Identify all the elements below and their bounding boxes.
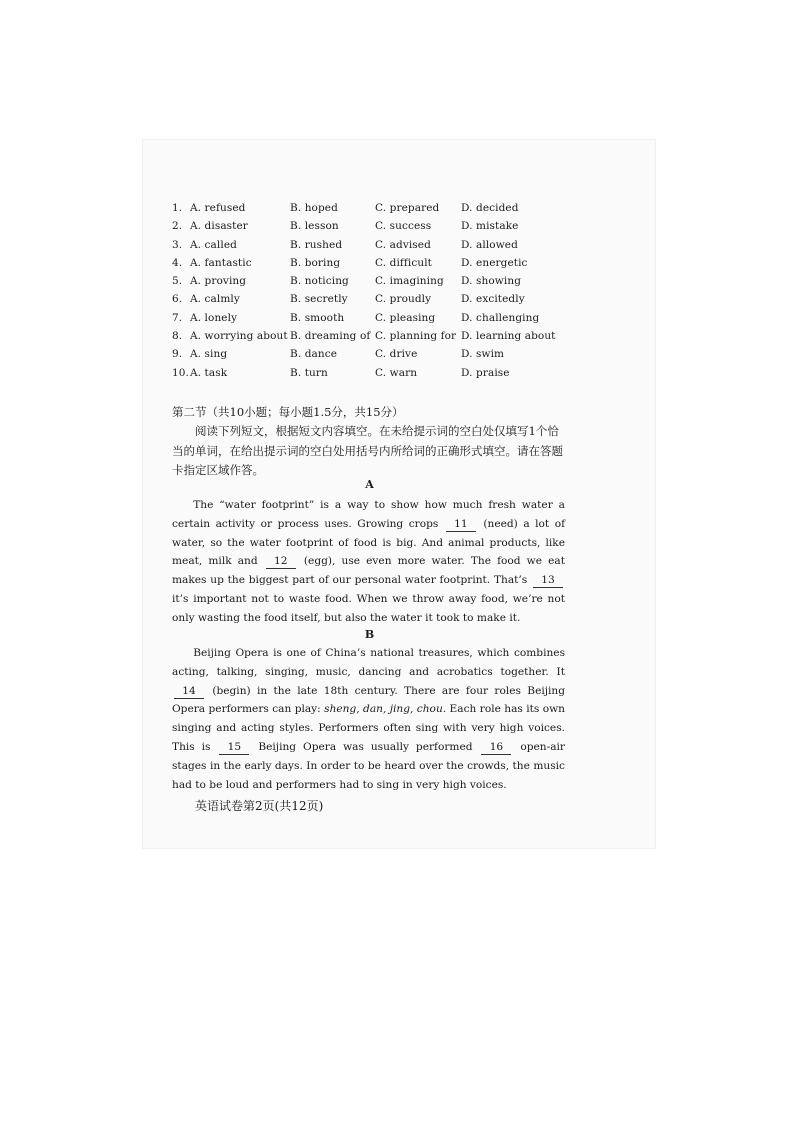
passage-a-part2: (need) a lot of water, so the water footprint of food is big. And animal products, like meat, milk and bbox=[172, 517, 566, 568]
blank-13: 13 bbox=[533, 574, 563, 588]
option-d: D. allowed bbox=[461, 238, 518, 251]
option-a: A. called bbox=[190, 238, 237, 251]
option-a: A. fantastic bbox=[190, 256, 252, 269]
option-b: B. secretly bbox=[290, 293, 348, 306]
option-d: D. praise bbox=[461, 366, 510, 379]
option-a: A. worrying about bbox=[190, 330, 288, 343]
passage-b-part3: Each role has its own singing and acting styles. Performers often sing with very high voices. This is bbox=[172, 703, 565, 753]
question-number: 9. bbox=[172, 348, 183, 361]
option-row bbox=[172, 348, 602, 366]
question-number: 4. bbox=[172, 256, 183, 269]
blank-15: 15 bbox=[219, 741, 249, 755]
option-row bbox=[172, 220, 602, 238]
option-b: B. hoped bbox=[290, 202, 338, 214]
blank-12: 12 bbox=[266, 555, 296, 569]
option-row bbox=[172, 293, 602, 311]
option-d: D. energetic bbox=[461, 256, 528, 269]
option-c: C. drive bbox=[375, 348, 418, 361]
option-a: A. task bbox=[190, 366, 228, 379]
passage-b-part2: (begin) in the late 18th century. There are four roles Beijing Opera performers can play: bbox=[172, 684, 566, 716]
passage-b-part4: Beijing Opera was usually performed bbox=[258, 740, 473, 753]
option-row bbox=[172, 367, 602, 385]
blank-11: 11 bbox=[446, 518, 476, 532]
option-d: D. decided bbox=[461, 202, 519, 214]
option-row bbox=[172, 202, 602, 220]
option-d: D. learning about bbox=[461, 330, 556, 343]
passage-a-part1: The “water footprint” is a way to show how much fresh water a certain activity or process uses. Growing crops bbox=[172, 499, 565, 530]
option-a: A. refused bbox=[190, 202, 246, 214]
option-c: C. difficult bbox=[375, 256, 432, 269]
option-c: C. warn bbox=[375, 366, 418, 379]
option-a: A. sing bbox=[190, 348, 228, 361]
passage-a-part4: it’s important not to waste food. When we throw away food, we’re not only wasting the food itself, but also the water it took to make it. bbox=[172, 592, 565, 624]
blank-16: 16 bbox=[481, 741, 511, 755]
question-number: 10. bbox=[172, 366, 189, 379]
option-row bbox=[172, 275, 602, 293]
option-b: B. smooth bbox=[290, 311, 345, 324]
option-d: D. showing bbox=[461, 275, 522, 288]
blank-14: 14 bbox=[174, 685, 204, 699]
passage-a-part3: (egg), use even more water. The food we eat makes up the biggest part of our personal water footprint. That’s bbox=[172, 555, 565, 587]
option-b: B. noticing bbox=[290, 275, 349, 288]
option-a: A. calmly bbox=[190, 293, 240, 306]
section-heading: 第二节（共10小题；每小题1.5分，共15分） bbox=[172, 405, 404, 419]
passage-b-title: B bbox=[364, 628, 375, 641]
question-number: 6. bbox=[172, 293, 183, 306]
option-c: C. imagining bbox=[375, 275, 444, 288]
question-number: 2. bbox=[172, 220, 183, 233]
question-number: 1. bbox=[172, 202, 183, 214]
option-b: B. dreaming of bbox=[290, 330, 371, 343]
option-c: C. success bbox=[375, 220, 432, 233]
option-b: B. rushed bbox=[290, 238, 343, 251]
option-c: C. advised bbox=[375, 238, 431, 251]
option-b: B. dance bbox=[290, 348, 338, 361]
question-number: 7. bbox=[172, 311, 183, 324]
question-number: 3. bbox=[172, 238, 183, 251]
passage-a-title: A bbox=[365, 478, 374, 491]
option-row bbox=[172, 257, 602, 275]
passage-b-part5: open-air stages in the early days. In order to be heard over the crowds, the music had to be loud and performers had to sing in very high voices. bbox=[172, 740, 565, 791]
option-row bbox=[172, 239, 602, 257]
option-d: D. excitedly bbox=[461, 293, 525, 306]
option-a: A. proving bbox=[190, 275, 247, 288]
option-b: B. boring bbox=[290, 256, 341, 269]
question-number: 8. bbox=[172, 330, 183, 343]
option-c: C. pleasing bbox=[375, 311, 436, 324]
page-footer: 英语试卷第2页(共12页) bbox=[195, 799, 324, 813]
option-d: D. challenging bbox=[461, 311, 540, 324]
option-d: D. mistake bbox=[461, 220, 519, 233]
section-instructions: 阅读下列短文，根据短文内容填空。在未给提示词的空白处仅填写1个恰当的单词，在给出提示词的空白处用括号内所给词的正确形式填空。请在答题卡指定区域作答。 bbox=[172, 424, 563, 477]
option-c: C. planning for bbox=[375, 330, 457, 343]
passage-b-part1: Beijing Opera is one of China’s national treasures, which combines acting, talking, singing, music, dancing and acrobatics together. It bbox=[172, 647, 565, 678]
passage-a-text bbox=[172, 496, 565, 628]
option-b: B. lesson bbox=[290, 220, 339, 233]
option-a: A. lonely bbox=[190, 311, 238, 324]
option-row bbox=[172, 312, 602, 330]
question-number: 5. bbox=[172, 275, 183, 288]
opera-roles: sheng, dan, jing, chou. bbox=[324, 703, 447, 716]
answer-options-list bbox=[172, 202, 602, 385]
option-d: D. swim bbox=[461, 348, 505, 361]
option-c: C. prepared bbox=[375, 202, 440, 214]
option-row bbox=[172, 330, 602, 348]
passage-b-text bbox=[172, 644, 565, 794]
option-c: C. proudly bbox=[375, 293, 432, 306]
option-a: A. disaster bbox=[190, 220, 248, 233]
option-b: B. turn bbox=[290, 366, 328, 379]
